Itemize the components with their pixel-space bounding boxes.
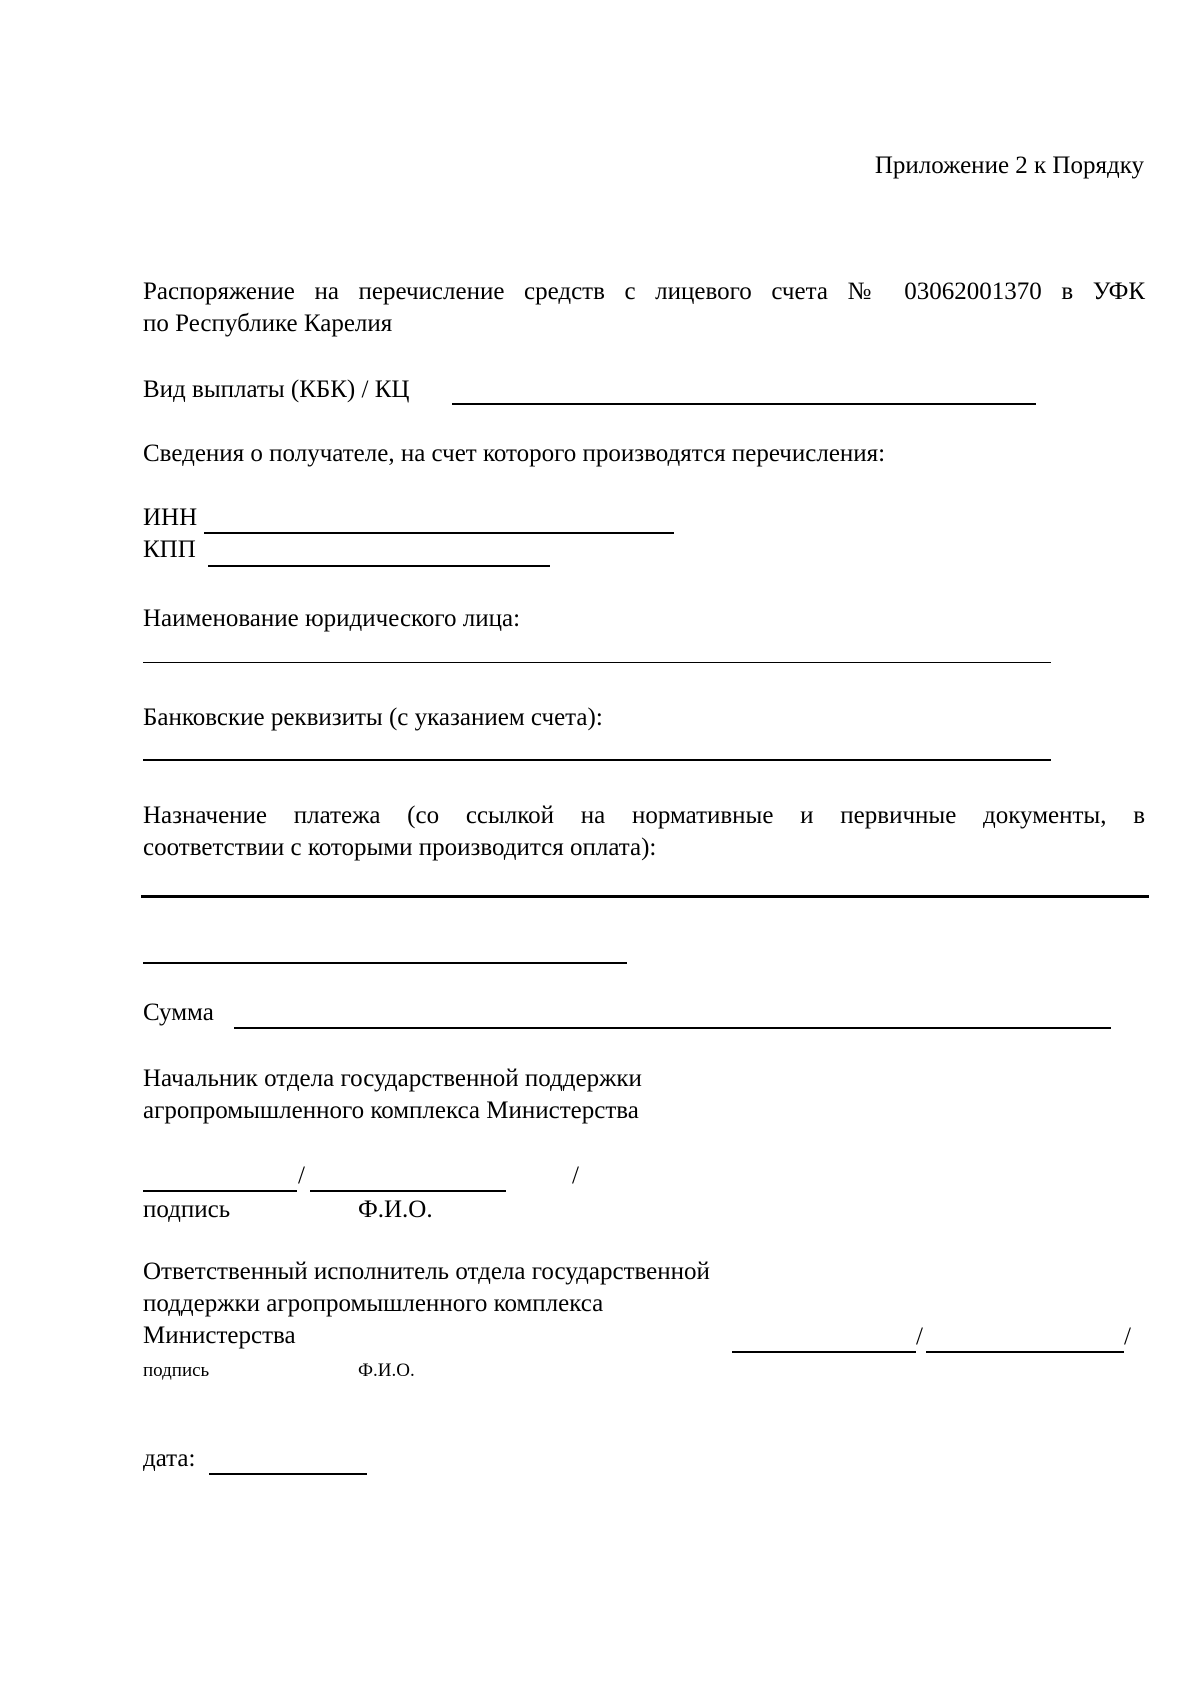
appendix-caption: Приложение 2 к Порядку bbox=[874, 152, 1144, 179]
kpp-label: КПП bbox=[143, 536, 196, 563]
date-label: дата: bbox=[143, 1445, 196, 1472]
executor-title-line2: поддержки агропромышленного комплекса bbox=[143, 1290, 604, 1317]
executor-sign-caption: подпись bbox=[143, 1360, 210, 1381]
order-title-line1: Распоряжение на перечисление средств с лицевого счета № 03062001370 в УФК bbox=[143, 278, 1145, 305]
recipient-label: Сведения о получателе, на счет которого производятся перечисления: bbox=[143, 440, 886, 467]
purpose-line2: соответствии с которыми производится оплата): bbox=[143, 834, 657, 861]
purpose-line1: Назначение платежа (со ссылкой на нормативные и первичные документы, в bbox=[143, 802, 1145, 829]
executor-title-line1: Ответственный исполнитель отдела государственной bbox=[143, 1258, 710, 1285]
executor-name-caption: Ф.И.О. bbox=[358, 1360, 415, 1381]
bank-input-line[interactable] bbox=[143, 759, 1051, 761]
head-name-line[interactable] bbox=[310, 1190, 506, 1192]
head-signature-line[interactable] bbox=[143, 1190, 297, 1192]
order-title-line2: по Республике Карелия bbox=[143, 310, 393, 337]
inn-input-line[interactable] bbox=[204, 532, 674, 534]
executor-slash-1: / bbox=[916, 1323, 923, 1350]
purpose-input-line[interactable] bbox=[141, 895, 1149, 898]
head-slash-1: / bbox=[298, 1162, 305, 1189]
executor-signature-line[interactable] bbox=[732, 1351, 916, 1353]
head-sign-caption: подпись bbox=[143, 1196, 231, 1223]
executor-title-line3: Министерства bbox=[143, 1322, 296, 1349]
head-name-caption: Ф.И.О. bbox=[358, 1196, 433, 1223]
kpp-input-line[interactable] bbox=[208, 565, 550, 567]
bank-label: Банковские реквизиты (с указанием счета): bbox=[143, 704, 603, 731]
executor-name-line[interactable] bbox=[926, 1351, 1124, 1353]
purpose-extra-line[interactable] bbox=[143, 962, 627, 964]
payment-type-input-line[interactable] bbox=[452, 403, 1036, 405]
sum-input-line[interactable] bbox=[234, 1027, 1111, 1029]
executor-slash-2: / bbox=[1124, 1323, 1131, 1350]
payment-type-label: Вид выплаты (КБК) / КЦ bbox=[143, 376, 410, 403]
date-input-line[interactable] bbox=[209, 1473, 367, 1475]
legal-entity-input-line[interactable] bbox=[143, 662, 1051, 663]
sum-label: Сумма bbox=[143, 999, 214, 1026]
legal-entity-label: Наименование юридического лица: bbox=[143, 605, 521, 632]
head-title-line1: Начальник отдела государственной поддержки bbox=[143, 1065, 642, 1092]
head-slash-2: / bbox=[572, 1162, 579, 1189]
head-title-line2: агропромышленного комплекса Министерства bbox=[143, 1097, 639, 1124]
inn-label: ИНН bbox=[143, 504, 198, 531]
